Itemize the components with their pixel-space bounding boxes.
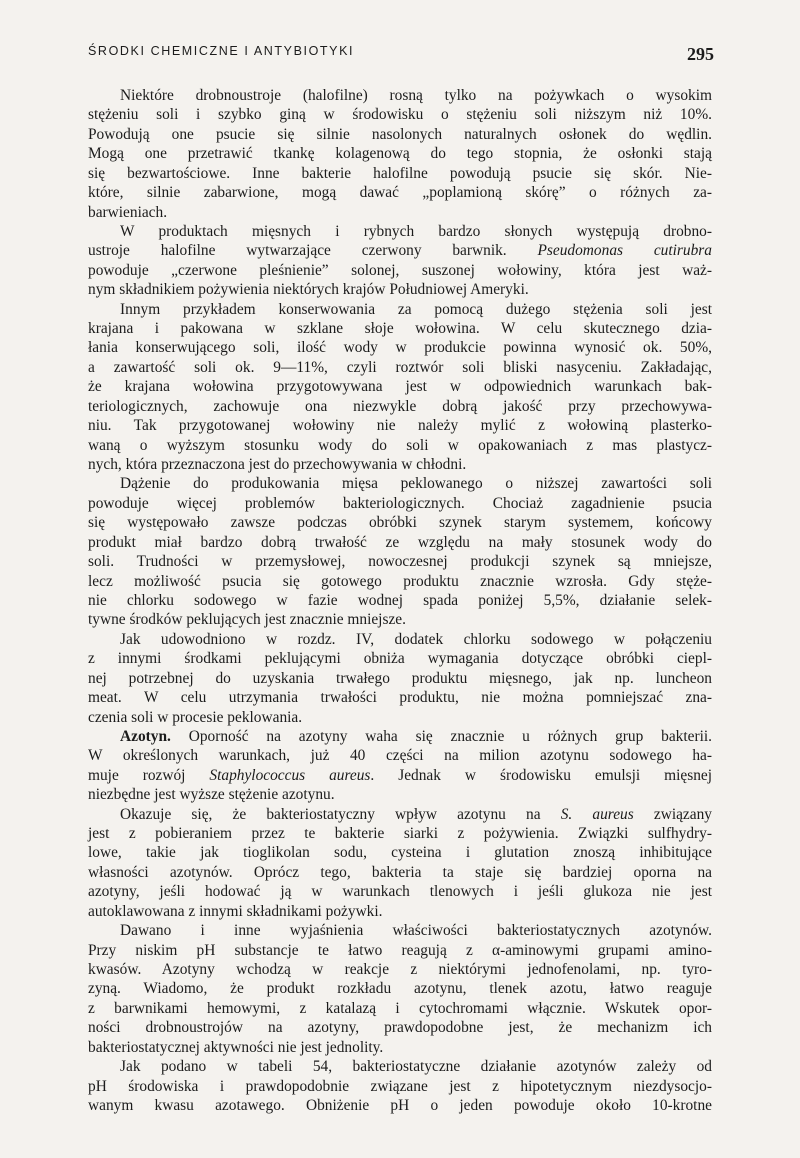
section-lead: Azotyn. xyxy=(120,727,171,745)
paragraph xyxy=(88,1057,712,1115)
text-line: W określonych warunkach, już 40 części na milion azotynu sodowego ha- xyxy=(88,747,712,765)
text-line: że krajana wołowina przygotowywana jest w odpowiednich warunkach bak- xyxy=(88,378,712,396)
text-line: ustroje halofilne wytwarzające czerwony barwnik. Pseudomonas cutirubra xyxy=(88,242,712,260)
text-line: nym składnikiem pożywienia niektórych krajów Południowej Ameryki. xyxy=(88,281,529,299)
text-line: ności drobnoustrojów na azotyny, prawdopodobne jest, że mechanizm ich xyxy=(88,1019,712,1037)
text-line: które, silnie zabarwione, mogą dawać „poplamioną skórę” o różnych za- xyxy=(88,184,712,202)
text-line: powoduje „czerwone pleśnienie” solonej, suszonej wołowiny, która jest waż- xyxy=(88,261,712,279)
paragraph xyxy=(88,921,712,1057)
text-line: lowe, takie jak tioglikolan sodu, cysteina i glutation znoszą inhibitujące xyxy=(88,844,712,862)
paragraph xyxy=(88,805,712,922)
paragraph xyxy=(88,474,712,629)
text-line: meat. W celu utrzymania trwałości produktu, nie można pomniejszać zna- xyxy=(88,689,712,707)
text-line: Niektóre drobnoustroje (halofilne) rosną tylko na pożywkach o wysokim xyxy=(120,87,712,104)
text-line: waną o wyższym stosunku wody do soli w opakowaniach z mas plastycz- xyxy=(88,436,712,454)
text-line: krajana i pakowana w szklane słoje wołowina. W celu skutecznego dzia- xyxy=(88,320,712,338)
text-line: kwasów. Azotyny wchodzą w reakcje z niektórymi jednofenolami, np. tyro- xyxy=(88,960,712,978)
paragraph xyxy=(88,727,712,805)
text-line: zyną. Wiadomo, że produkt rozkładu azotynu, tlenek azotu, łatwo reaguje xyxy=(88,980,712,998)
text-line: tywne środków peklujących jest znacznie mniejsze. xyxy=(88,611,406,629)
text-line: pH środowiska i prawdopodobnie związane jest z hipotetycznym niezdysocjo- xyxy=(88,1077,712,1095)
text-line: muje rozwój Staphylococcus aureus. Jednak w środowisku emulsji mięsnej xyxy=(88,766,712,784)
text-line: czenia soli w procesie peklowania. xyxy=(88,708,303,726)
text-line: bakteriostatycznej aktywności nie jest jednolity. xyxy=(88,1038,384,1056)
paragraph xyxy=(88,86,712,222)
text-line: nie chlorku sodowego w fazie wodnej spada poniżej 5,5%, działanie selek- xyxy=(88,591,712,609)
text-line: a zawartość soli ok. 9—11%, czyli roztwór soli bliski nasyceniu. Zakładając, xyxy=(88,358,712,376)
text-line: z barwnikami hemowymi, z katalazą i cytochromami włącznie. Wskutek opor- xyxy=(88,999,712,1017)
page-number: 295 xyxy=(687,44,714,64)
paragraph xyxy=(88,300,712,475)
text-line: powoduje więcej problemów bakteriologicznych. Chociaż zagadnienie psucia xyxy=(88,494,712,512)
italic-term: S. aureus xyxy=(560,805,634,823)
text-line: nej potrzebnej do uzyskania trwałego produktu mięsnego, jak np. luncheon xyxy=(88,669,712,687)
text-line: niezbędne jest wyższe stężenie azotynu. xyxy=(88,786,335,804)
text-line: Przy niskim pH substancje te łatwo reagują z α-aminowymi grupami amino- xyxy=(88,941,712,959)
body-text xyxy=(88,86,712,1115)
paragraph xyxy=(88,630,712,727)
text-line: łania konserwującego soli, ilość wody w produkcie powinna wynosić ok. 50%, xyxy=(88,339,712,357)
text-line: produkt miał bardzo dobrą trwałość ze względu na mały stosunek wody do xyxy=(88,533,712,551)
text-line: barwieniach. xyxy=(88,203,168,221)
italic-term: Staphylococcus aureus xyxy=(209,766,371,784)
text-line: Okazuje się, że bakteriostatyczny wpływ azotynu na S. aureus związany xyxy=(120,805,712,823)
text-line: Jak podano w tabeli 54, bakteriostatyczne działanie azotynów zależy od xyxy=(120,1058,712,1076)
italic-term: Pseudomonas cutirubra xyxy=(537,242,712,260)
text-line: stężeniu soli i szybko giną w środowisku o stężeniu soli niższym niż 10%. xyxy=(88,106,712,124)
text-line: lecz możliwość psucia się gotowego produktu znacznie wzrosła. Gdy stęże- xyxy=(88,572,712,590)
text-line: się bezwartościowe. Inne bakterie halofilne powodują psucie się skór. Nie- xyxy=(88,164,712,182)
text-line: azotyny, jeśli hodować ją w warunkach tlenowych i jeśli glukoza nie jest xyxy=(88,883,712,901)
text-line: Innym przykładem konserwowania za pomocą dużego stężenia soli jest xyxy=(120,300,712,318)
text-line: soli. Trudności w przemysłowej, nowoczesnej produkcji szynek są mniejsze, xyxy=(88,553,712,571)
text-line: wanym kwasu azotawego. Obniżenie pH o jeden powoduje około 10-krotne xyxy=(88,1096,712,1114)
text-line: Dążenie do produkowania mięsa peklowanego o niższej zawartości soli xyxy=(120,475,712,493)
text-line: Azotyn. Oporność na azotyny waha się znacznie u różnych grup bakterii. xyxy=(120,727,712,745)
text-line: się występowało zawsze podczas obróbki szynek starym systemem, końcowy xyxy=(88,514,712,532)
text-line: z innymi środkami peklującymi obniża wymagania dotyczące obróbki ciepl- xyxy=(88,650,712,668)
text-line: Mogą one przetrawić tkankę kolagenową do tego stopnia, że osłonki stają xyxy=(88,145,712,163)
text-line: Dawano i inne wyjaśnienia właściwości bakteriostatycznych azotynów. xyxy=(120,922,712,940)
text-line: Jak udowodniono w rozdz. IV, dodatek chlorku sodowego w połączeniu xyxy=(120,630,712,648)
text-line: autoklawowana z innymi składnikami pożywki. xyxy=(88,902,383,920)
running-title: ŚRODKI CHEMICZNE I ANTYBIOTYKI xyxy=(88,44,355,58)
text-line: W produktach mięsnych i rybnych bardzo słonych występują drobno- xyxy=(120,222,712,240)
text-line: niu. Tak przygotowanej wołowiny nie należy mylić z wołowiną plasterko- xyxy=(88,417,712,435)
text-line: nych, która przeznaczona jest do przechowywania w chłodni. xyxy=(88,456,467,474)
paragraph xyxy=(88,222,712,300)
text-line: własności azotynów. Oprócz tego, bakteria ta staje się bardziej oporna na xyxy=(88,863,712,881)
text-line: teriologicznych, zachowuje ona niezwykle dobrą jakość przy przechowywa- xyxy=(88,397,712,415)
text-line: Powodują one psucie się silnie nasolonych naturalnych osłonek do wędlin. xyxy=(88,125,712,143)
text-line: jest z pobieraniem przez te bakterie siarki z pożywienia. Związki sulfhydry- xyxy=(88,825,712,843)
